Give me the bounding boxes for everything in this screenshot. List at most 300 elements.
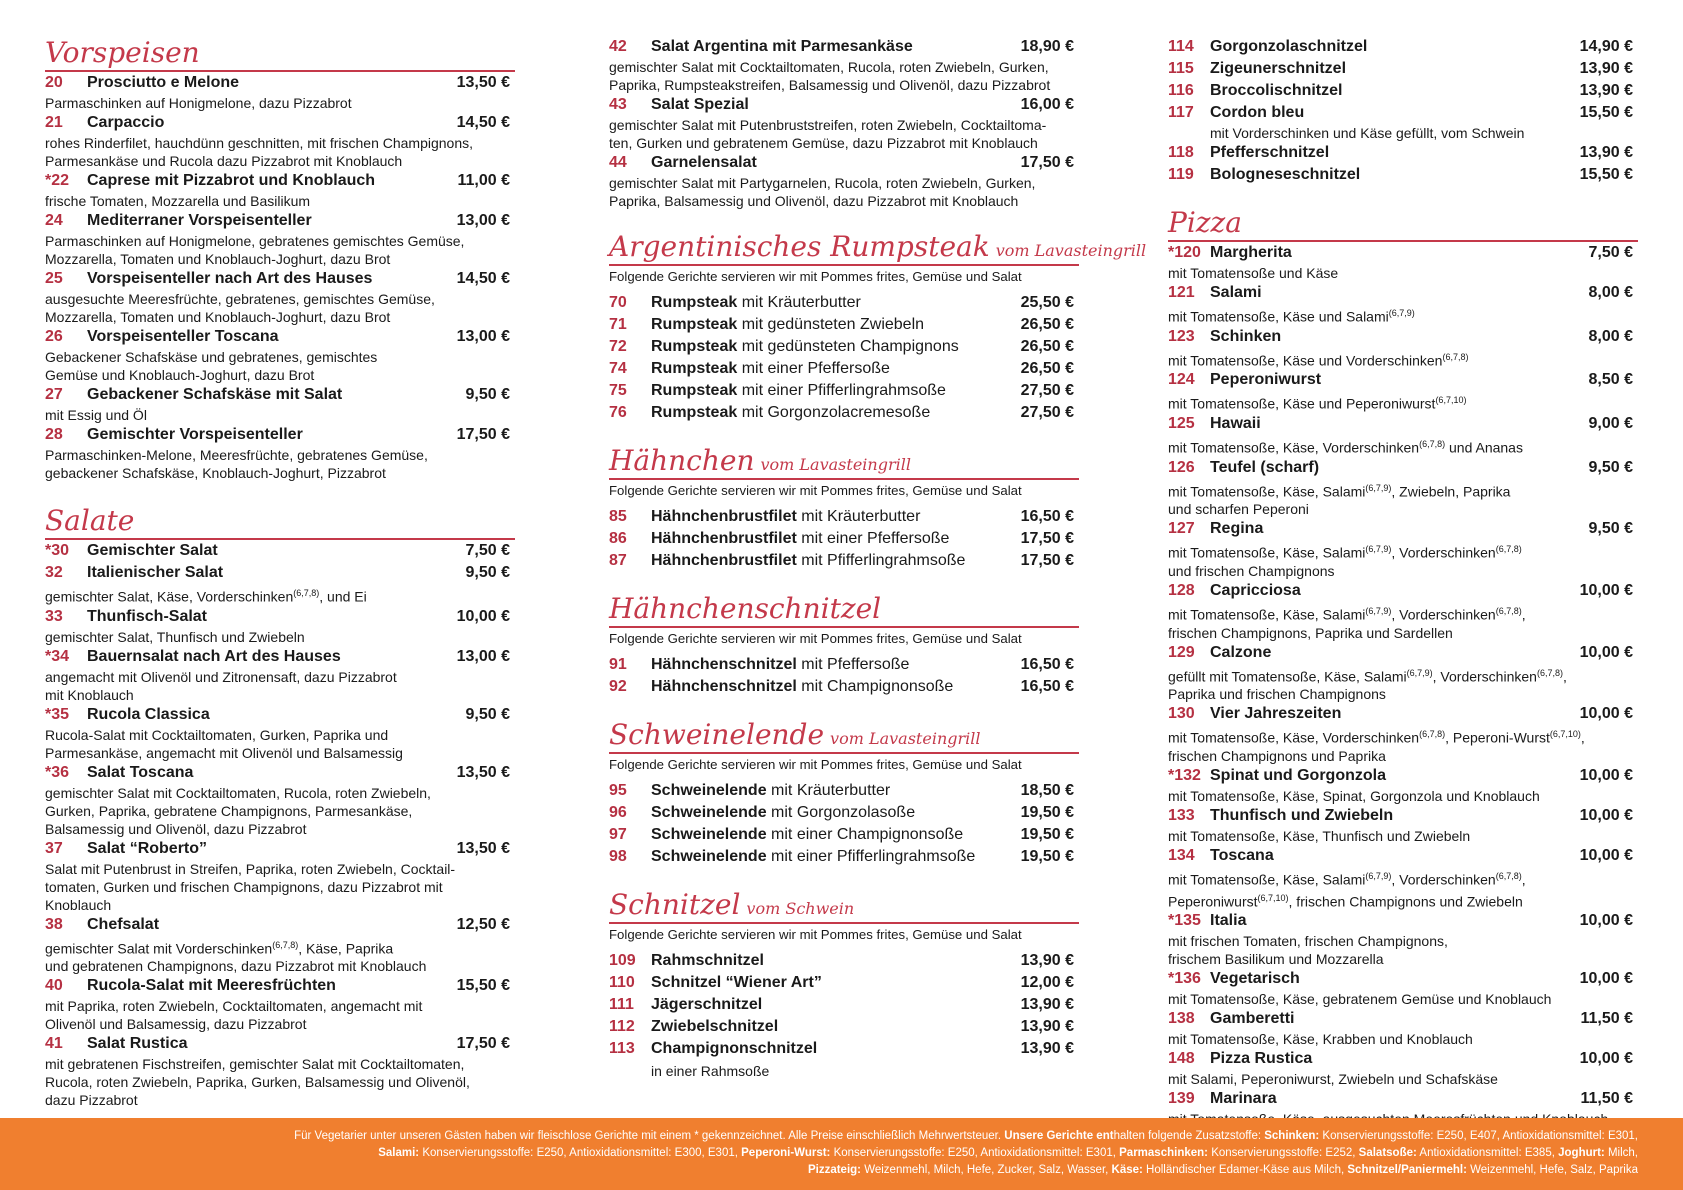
item-price: 13,90 € xyxy=(1579,82,1633,99)
item-header xyxy=(609,36,1079,58)
schnitzel-item xyxy=(1168,142,1638,164)
item-name: Margherita xyxy=(1210,244,1292,261)
item-price: 26,50 € xyxy=(1020,338,1074,355)
item-header xyxy=(45,762,515,784)
item-header xyxy=(1168,242,1638,264)
item-name-suffix: mit gedünsteten Champignons xyxy=(737,338,959,355)
pizza-item xyxy=(1168,413,1638,457)
salate-item xyxy=(45,704,515,762)
item-price: 15,50 € xyxy=(1579,104,1633,121)
item-name: Prosciutto e Melone xyxy=(87,74,240,91)
item-description: gemischter Salat mit Vorderschinken$^{(6,7,8)}$, Käse, Paprika xyxy=(45,939,394,957)
item-number: 26 xyxy=(45,328,63,345)
item-description: mit Tomatensoße, Käse, Thunfisch und Zwiebeln xyxy=(1168,827,1471,844)
item-price: 10,00 € xyxy=(1579,806,1633,824)
item-price: 19,50 € xyxy=(1020,826,1074,843)
item-price: 10,00 € xyxy=(1579,705,1633,723)
item-number: 87 xyxy=(609,552,627,569)
item-price: 12,50 € xyxy=(456,915,510,933)
item-name: Rucola-Salat mit Meeresfrüchten xyxy=(87,977,336,995)
section-note-haehnchen: Folgende Gerichte servieren wir mit Pommes frites, Gemüse und Salat xyxy=(609,483,1022,498)
item-number: 117 xyxy=(1168,104,1194,121)
item-name: Bauernsalat nach Art des Hauses xyxy=(87,647,341,665)
item-price: 8,00 € xyxy=(1588,284,1633,301)
rumpsteak-item xyxy=(609,380,1079,402)
item-header xyxy=(609,846,1079,868)
haehnchenschnitzel-list xyxy=(609,654,1079,698)
vorspeisen-item xyxy=(45,170,515,210)
item-description: mit Tomatensoße, Käse, Salami$^{(6,7,9)}$, Vorderschinken$^{(6,7,8)}$ xyxy=(1168,544,1522,561)
item-description: Parmesankäse, angemacht mit Olivenöl und Balsamessig xyxy=(45,744,403,761)
footer-line-3: Pizzateig: Weizenmehl, Milch, Hefe, Zucker, Salz, Wasser, Käse: Holländischer Edamer-Käse aus Milch, Schnitzel/Paniermehl: Weizenmehl, Hefe, Salz, Paprika xyxy=(807,1164,1638,1176)
pizza-item xyxy=(1168,765,1638,805)
item-name: Mediterraner Vorspeisenteller xyxy=(87,212,312,229)
item-header xyxy=(45,562,515,584)
item-number: 95 xyxy=(609,782,627,799)
item-name: Carpaccio xyxy=(87,114,165,131)
item-price: 9,50 € xyxy=(465,386,510,403)
item-price: 9,50 € xyxy=(1588,458,1633,476)
item-header xyxy=(45,704,515,726)
item-header xyxy=(45,914,515,936)
item-header xyxy=(45,326,515,348)
item-name-suffix: mit gedünsteten Zwiebeln xyxy=(737,316,925,333)
item-header xyxy=(45,606,515,628)
salate-item xyxy=(45,914,515,976)
item-name: Vorspeisenteller nach Art des Hauses xyxy=(87,270,373,287)
schweinelende-item xyxy=(609,780,1079,802)
item-price: 17,50 € xyxy=(1020,154,1074,171)
schnitzel-item xyxy=(1168,164,1638,186)
item-price: 10,00 € xyxy=(1579,766,1633,784)
item-price: 16,50 € xyxy=(1020,678,1074,695)
item-name-suffix: mit einer Pfifferlingrahmsoße xyxy=(766,848,976,865)
item-header xyxy=(609,972,1079,994)
item-header xyxy=(45,268,515,290)
item-description: mit Paprika, roten Zwiebeln, Cocktailtomaten, angemacht mit xyxy=(45,998,423,1015)
item-header xyxy=(609,292,1079,314)
item-header xyxy=(609,402,1079,424)
item-number: 20 xyxy=(45,74,63,91)
item-name: Schweinelende mit Kräuterbutter xyxy=(651,782,891,799)
item-number: *35 xyxy=(45,705,70,723)
item-name: Spinat und Gorgonzola xyxy=(1210,766,1386,784)
item-description: mit frischen Tomaten, frischen Champignons, xyxy=(1168,933,1448,950)
item-name: Chefsalat xyxy=(87,915,160,933)
item-price: 10,00 € xyxy=(1579,912,1633,930)
item-description: Gebackener Schafskäse und gebratenes, gemischtes xyxy=(45,349,378,365)
pizza-item xyxy=(1168,242,1638,282)
item-header xyxy=(1168,845,1638,867)
item-name: Regina xyxy=(1210,520,1264,538)
item-header xyxy=(609,780,1079,802)
item-number: 133 xyxy=(1168,806,1195,824)
item-price: 10,00 € xyxy=(1579,643,1633,661)
item-name-suffix: mit Gorgonzolacremesoße xyxy=(737,404,931,421)
item-name: Salat Rustica xyxy=(87,1035,188,1053)
item-number: 44 xyxy=(609,154,627,171)
item-name: Gamberetti xyxy=(1210,1010,1295,1028)
item-name: Salat “Roberto” xyxy=(87,839,208,857)
item-header xyxy=(609,1038,1079,1060)
vorspeisen-list xyxy=(45,72,515,482)
item-number: *120 xyxy=(1168,244,1201,261)
item-name-suffix: mit Pfifferlingrahmsoße xyxy=(796,552,966,569)
item-name-suffix: mit Kräuterbutter xyxy=(796,508,921,525)
item-header xyxy=(1168,457,1638,479)
item-price: 10,00 € xyxy=(456,607,510,625)
schnitzel-item xyxy=(1168,58,1638,80)
item-description: frischen Champignons, Paprika und Sardellen xyxy=(1168,624,1453,641)
item-price: 10,00 € xyxy=(1579,846,1633,864)
item-header xyxy=(1168,1088,1638,1110)
footer-additives-text xyxy=(138,1128,1638,1179)
item-description: Gurken, Paprika, gebratene Champignons, Parmesankäse, xyxy=(45,802,413,819)
rumpsteak-item xyxy=(609,314,1079,336)
item-description: ausgesuchte Meeresfrüchte, gebratenes, gemischtes Gemüse, xyxy=(45,291,435,307)
item-description: Parmaschinken auf Honigmelone, dazu Pizzabrot xyxy=(45,95,352,111)
pizza-item xyxy=(1168,518,1638,580)
pizza-item xyxy=(1168,369,1638,413)
schweinelende-item xyxy=(609,846,1079,868)
schnitzel-list-continued xyxy=(1168,36,1638,186)
item-description: gebackener Schafskäse, Knoblauch-Joghurt, Pizzabrot xyxy=(45,465,386,481)
salate-item xyxy=(609,152,1079,210)
item-number: 41 xyxy=(45,1035,63,1053)
column-left xyxy=(45,36,515,1109)
item-price: 9,50 € xyxy=(1588,520,1633,538)
item-description: Parmaschinken auf Honigmelone, gebratenes gemischtes Gemüse, xyxy=(45,233,465,249)
item-description: gemischter Salat, Thunfisch und Zwiebeln xyxy=(45,628,305,645)
item-number: 138 xyxy=(1168,1010,1195,1028)
schnitzel-item xyxy=(609,972,1079,994)
item-number: 75 xyxy=(609,382,627,399)
item-name-suffix: mit Kräuterbutter xyxy=(766,782,891,799)
vorspeisen-item xyxy=(45,112,515,170)
item-number: 21 xyxy=(45,114,63,131)
item-header xyxy=(1168,80,1638,102)
item-name: Hähnchenschnitzel mit Pfeffersoße xyxy=(651,656,910,673)
item-description: Balsamessig und Olivenöl, dazu Pizzabrot xyxy=(45,820,307,837)
item-number: 70 xyxy=(609,294,627,311)
item-number: 134 xyxy=(1168,846,1195,864)
item-name: Teufel (scharf) xyxy=(1210,458,1320,476)
item-number: 128 xyxy=(1168,581,1195,599)
item-name: Thunfisch-Salat xyxy=(87,607,208,625)
item-header xyxy=(45,540,515,562)
item-price: 10,00 € xyxy=(1579,581,1633,599)
item-name: Salat Spezial xyxy=(651,96,749,113)
item-number: *136 xyxy=(1168,970,1201,988)
item-description: frischen Champignons und Paprika xyxy=(1168,747,1386,764)
salate-item xyxy=(45,838,515,914)
item-name: Toscana xyxy=(1210,846,1274,864)
item-description: tomaten, Gurken und frischen Champignons, dazu Pizzabrot mit xyxy=(45,878,443,895)
item-description: gemischter Salat mit Partygarnelen, Rucola, roten Zwiebeln, Gurken, xyxy=(609,175,1036,191)
haehnchen-item xyxy=(609,506,1079,528)
item-name: Italienischer Salat xyxy=(87,564,224,581)
item-name: Rumpsteak mit einer Pfeffersoße xyxy=(651,360,890,377)
item-description: mit gebratenen Fischstreifen, gemischter Salat mit Cocktailtomaten, xyxy=(45,1056,465,1073)
item-number: 38 xyxy=(45,915,63,933)
item-name-suffix: mit einer Pfeffersoße xyxy=(737,360,890,377)
item-name: Champignonschnitzel xyxy=(651,1040,818,1057)
item-name: Broccolischnitzel xyxy=(1210,82,1343,99)
rumpsteak-list xyxy=(609,292,1079,424)
item-number: 115 xyxy=(1168,60,1194,77)
item-name-suffix: mit Champignonsoße xyxy=(796,678,954,695)
item-description: gemischter Salat, Käse, Vorderschinken$^{(6,7,8)}$, und Ei xyxy=(45,588,367,605)
item-header xyxy=(1168,1008,1638,1030)
item-price: 15,50 € xyxy=(1579,166,1633,183)
item-number: 139 xyxy=(1168,1090,1195,1108)
item-number: 123 xyxy=(1168,327,1195,345)
item-price: 13,90 € xyxy=(1579,144,1633,161)
footer-bar xyxy=(0,1118,1683,1190)
rumpsteak-item xyxy=(609,358,1079,380)
item-price: 13,50 € xyxy=(456,763,510,781)
item-header xyxy=(45,112,515,134)
item-number: *22 xyxy=(45,172,70,189)
item-name: Jägerschnitzel xyxy=(651,996,763,1013)
schnitzel-list xyxy=(609,950,1079,1060)
item-header xyxy=(1168,58,1638,80)
item-description: mit Tomatensoße, Käse und Vorderschinken$^{(6,7,8)}$ xyxy=(1168,351,1469,369)
item-header xyxy=(1168,413,1638,435)
item-price: 18,50 € xyxy=(1020,782,1074,799)
item-name: Capricciosa xyxy=(1210,581,1301,599)
vorspeisen-item xyxy=(45,268,515,326)
item-number: 97 xyxy=(609,826,627,843)
item-description: frische Tomaten, Mozzarella und Basilikum xyxy=(45,193,311,209)
section-title-rumpsteak: Argentinisches Rumpsteak vom Lavasteingrill xyxy=(609,230,1079,266)
item-number: 71 xyxy=(609,316,627,333)
item-name: Salami xyxy=(1210,284,1262,301)
item-name: Rumpsteak mit gedünsteten Champignons xyxy=(651,338,959,355)
item-price: 13,00 € xyxy=(456,328,510,345)
pizza-item xyxy=(1168,703,1638,765)
item-header xyxy=(45,170,515,192)
item-price: 13,90 € xyxy=(1020,952,1074,969)
item-price: 13,90 € xyxy=(1020,1018,1074,1035)
item-price: 19,50 € xyxy=(1020,804,1074,821)
item-number: 98 xyxy=(609,848,627,865)
item-price: 14,50 € xyxy=(456,114,510,131)
item-description: Gemüse und Knoblauch-Joghurt, dazu Brot xyxy=(45,367,315,383)
item-description: mit Tomatensoße, Käse, Vorderschinken$^{(6,7,8)}$, Peperoni-Wurst$^{(6,7,10)}$, xyxy=(1168,729,1585,746)
item-number: 27 xyxy=(45,386,63,403)
schnitzel-item xyxy=(1168,36,1638,58)
item-price: 13,50 € xyxy=(456,839,510,857)
item-description: mit Tomatensoße, Käse, Vorderschinken$^{(6,7,8)}$ und Ananas xyxy=(1168,438,1523,456)
pizza-list xyxy=(1168,242,1638,1128)
column-right xyxy=(1168,36,1638,1128)
salate-item xyxy=(609,94,1079,152)
item-description: und scharfen Peperoni xyxy=(1168,501,1309,518)
section-note-rumpsteak: Folgende Gerichte servieren wir mit Pommes frites, Gemüse und Salat xyxy=(609,269,1022,284)
item-price: 8,50 € xyxy=(1588,371,1633,389)
item-description: dazu Pizzabrot xyxy=(45,1092,138,1109)
item-price: 17,50 € xyxy=(456,1035,510,1053)
item-header xyxy=(609,824,1079,846)
column-middle xyxy=(609,36,1147,1080)
vorspeisen-item xyxy=(45,326,515,384)
item-name: Vorspeisenteller Toscana xyxy=(87,328,279,345)
item-number: 111 xyxy=(609,996,634,1013)
item-description: Paprika und frischen Champignons xyxy=(1168,686,1386,703)
item-description: Olivenöl und Balsamessig, dazu Pizzabrot xyxy=(45,1016,307,1033)
item-number: 119 xyxy=(1168,166,1194,183)
item-number: 40 xyxy=(45,977,63,995)
item-number: 118 xyxy=(1168,144,1194,161)
schnitzel-item xyxy=(1168,102,1638,142)
item-header xyxy=(1168,369,1638,391)
item-header xyxy=(1168,1048,1638,1070)
item-description: mit Tomatensoße, Käse, Salami$^{(6,7,9)}$, Vorderschinken$^{(6,7,8)}$, xyxy=(1168,870,1526,888)
item-price: 12,00 € xyxy=(1020,974,1074,991)
item-name: Schweinelende mit einer Champignonsoße xyxy=(651,826,964,843)
item-number: 130 xyxy=(1168,705,1195,723)
schnitzel-item xyxy=(1168,80,1638,102)
item-header xyxy=(609,1016,1079,1038)
item-description: gemischter Salat mit Cocktailtomaten, Rucola, roten Zwiebeln, Gurken, xyxy=(609,59,1049,75)
item-name: Bologneseschnitzel xyxy=(1210,166,1361,183)
item-header xyxy=(1168,518,1638,540)
schweinelende-list xyxy=(609,780,1079,868)
item-number: 116 xyxy=(1168,82,1194,99)
item-name-suffix: mit Pfeffersoße xyxy=(796,656,910,673)
item-name: Pizza Rustica xyxy=(1210,1050,1313,1068)
item-header xyxy=(609,336,1079,358)
item-name: Pfefferschnitzel xyxy=(1210,144,1330,161)
item-name: Peperoniwurst xyxy=(1210,371,1322,389)
item-name: Hähnchenschnitzel mit Champignonsoße xyxy=(651,678,954,695)
item-number: 72 xyxy=(609,338,627,355)
item-number: 129 xyxy=(1168,643,1195,661)
item-name: Caprese mit Pizzabrot und Knoblauch xyxy=(87,172,376,189)
pizza-item xyxy=(1168,1008,1638,1048)
item-number: 43 xyxy=(609,96,627,113)
item-name: Cordon bleu xyxy=(1210,104,1305,121)
item-header xyxy=(1168,703,1638,725)
item-header xyxy=(1168,580,1638,602)
pizza-item xyxy=(1168,1048,1638,1088)
item-name: Salat Argentina mit Parmesankäse xyxy=(651,38,913,55)
section-title-haehnchenschnitzel: Hähnchenschnitzel xyxy=(609,592,1079,628)
section-title-pizza: Pizza xyxy=(1168,206,1638,242)
item-price: 11,00 € xyxy=(457,172,510,189)
item-name: Thunfisch und Zwiebeln xyxy=(1210,806,1394,824)
item-header xyxy=(609,506,1079,528)
item-price: 26,50 € xyxy=(1020,360,1074,377)
item-number: 148 xyxy=(1168,1050,1195,1068)
salate-item xyxy=(609,36,1079,94)
item-price: 16,00 € xyxy=(1020,96,1074,113)
item-header xyxy=(1168,102,1638,124)
item-number: *36 xyxy=(45,763,70,781)
item-number: 33 xyxy=(45,607,63,625)
item-header xyxy=(45,72,515,94)
item-name: Gemischter Salat xyxy=(87,542,218,559)
item-description: Mozzarella, Tomaten und Knoblauch-Joghurt, dazu Brot xyxy=(45,309,391,325)
item-description: mit Tomatensoße, Käse und Salami$^{(6,7,9)}$ xyxy=(1168,308,1415,325)
item-number: 91 xyxy=(609,656,627,673)
item-number: 76 xyxy=(609,404,627,421)
rumpsteak-item xyxy=(609,402,1079,424)
item-description: mit Essig und Öl xyxy=(45,407,147,423)
item-description: Peperoniwurst$^{(6,7,10)}$, frischen Champignons und Zwiebeln xyxy=(1168,892,1523,910)
item-description: Rucola, roten Zwiebeln, Paprika, Gurken, Balsamessig und Olivenöl, xyxy=(45,1074,470,1091)
item-description: und frischen Champignons xyxy=(1168,562,1335,579)
item-price: 17,50 € xyxy=(1020,552,1074,569)
item-header xyxy=(609,802,1079,824)
item-name: Vegetarisch xyxy=(1210,970,1300,988)
item-description: und gebratenen Champignons, dazu Pizzabrot mit Knoblauch xyxy=(45,958,427,975)
item-price: 27,50 € xyxy=(1020,404,1074,421)
salate-item xyxy=(45,1033,515,1109)
item-description: rohes Rinderfilet, hauchdünn geschnitten, mit frischen Champignons, xyxy=(45,135,474,151)
item-description: Parmaschinken-Melone, Meeresfrüchte, gebratenes Gemüse, xyxy=(45,447,428,463)
item-number: 114 xyxy=(1168,38,1194,55)
schnitzel-item xyxy=(609,1016,1079,1038)
item-name: Rumpsteak mit gedünsteten Zwiebeln xyxy=(651,316,925,333)
pizza-item xyxy=(1168,845,1638,910)
item-name: Salat Toscana xyxy=(87,763,194,781)
item-price: 9,50 € xyxy=(465,564,510,581)
pizza-item xyxy=(1168,910,1638,968)
schnitzel-item xyxy=(609,1038,1079,1060)
item-name-suffix: mit einer Champignonsoße xyxy=(766,826,964,843)
item-price: 14,50 € xyxy=(456,270,510,287)
item-price: 10,00 € xyxy=(1579,1050,1633,1068)
item-price: 14,90 € xyxy=(1579,38,1633,55)
section-title-salate: Salate xyxy=(45,504,515,540)
item-number: 28 xyxy=(45,426,63,443)
schweinelende-item xyxy=(609,802,1079,824)
item-price: 7,50 € xyxy=(1588,244,1633,261)
section-title-schweinelende: Schweinelende vom Lavasteingrill xyxy=(609,718,1079,754)
item-description: mit Tomatensoße, Käse, gebratenem Gemüse und Knoblauch xyxy=(1168,991,1552,1008)
item-header xyxy=(609,314,1079,336)
salate-list-continued xyxy=(609,36,1079,210)
item-name: Rahmschnitzel xyxy=(651,952,764,969)
item-header xyxy=(1168,142,1638,164)
item-price: 25,50 € xyxy=(1020,294,1074,311)
item-price: 16,50 € xyxy=(1020,508,1074,525)
pizza-item xyxy=(1168,968,1638,1008)
item-number: 86 xyxy=(609,530,627,547)
item-header xyxy=(45,424,515,446)
item-price: 8,00 € xyxy=(1588,327,1633,345)
item-number: *30 xyxy=(45,542,70,559)
item-header xyxy=(1168,765,1638,787)
item-name: Marinara xyxy=(1210,1090,1277,1108)
item-header xyxy=(609,152,1079,174)
footer-line-1: Für Vegetarier unter unseren Gästen haben wir fleischlose Gerichte mit einem * gekennzeichnet. Alle Preise einschließlich Mehrwertsteuer. Unsere Gerichte enthalten folgende Zusatzstoffe: Schinken: Konservierungsstoffe: E250, E407, Antioxidationsmittel: E301, xyxy=(294,1130,1638,1142)
item-name: Zwiebelschnitzel xyxy=(651,1018,779,1035)
item-header xyxy=(609,358,1079,380)
item-name: Schinken xyxy=(1210,327,1282,345)
salate-item xyxy=(45,762,515,838)
haehnchenschnitzel-item xyxy=(609,676,1079,698)
section-note-haehnchenschnitzel: Folgende Gerichte servieren wir mit Pommes frites, Gemüse und Salat xyxy=(609,631,1022,646)
haehnchen-item xyxy=(609,550,1079,572)
item-price: 15,50 € xyxy=(456,977,510,995)
item-description: frischem Basilikum und Mozzarella xyxy=(1168,951,1384,968)
item-header xyxy=(1168,282,1638,304)
item-price: 18,90 € xyxy=(1020,38,1074,55)
item-header xyxy=(1168,36,1638,58)
